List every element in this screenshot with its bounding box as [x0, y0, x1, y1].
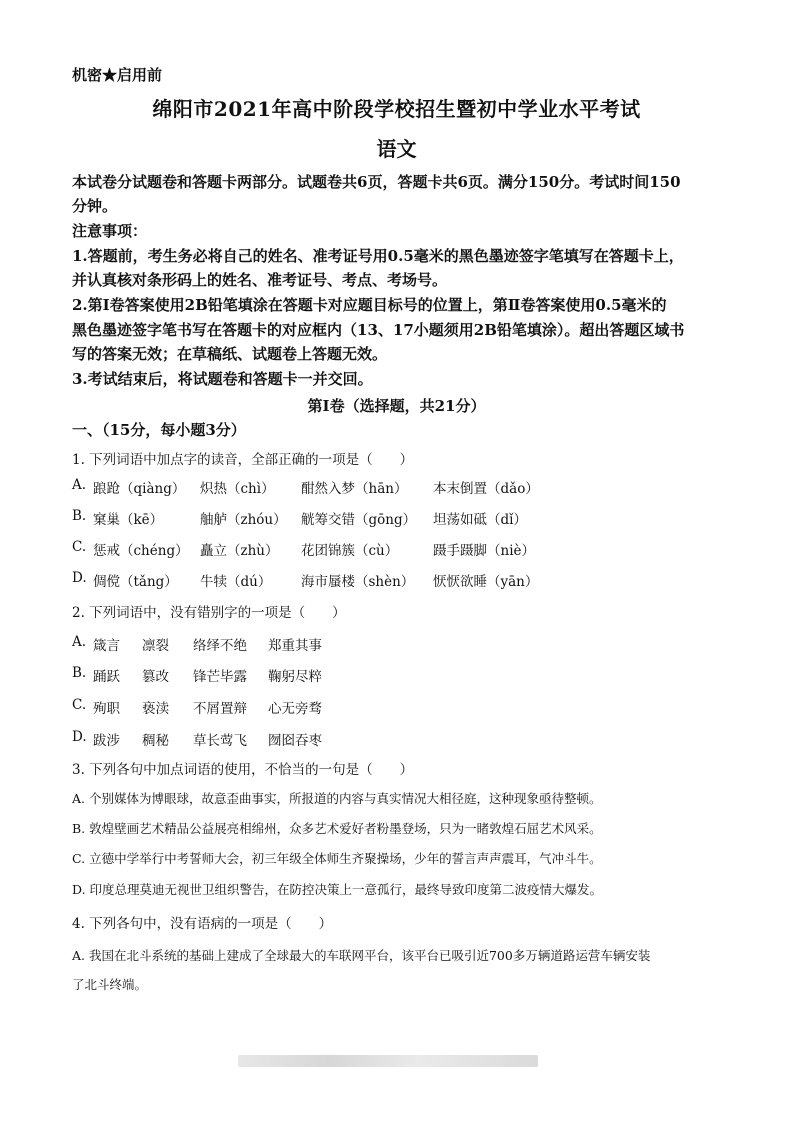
- q2-option-word: 不屑置辩: [193, 701, 247, 717]
- notice-2b: 黑色墨迹签字笔书写在答题卡的对应框内（13、17小题须用2B铅笔填涂）。超出答题区域书: [72, 321, 685, 339]
- q1-option-word: 花团锦簇（cù）: [301, 543, 399, 559]
- confidential-label: 机密★启用前: [72, 66, 163, 84]
- q1-option-word: 矗立（zhù）: [200, 543, 279, 559]
- footer-watermark: [238, 1055, 538, 1067]
- q2-option-word: 凛裂: [142, 638, 169, 654]
- q1-option-word: 牛犊（dú）: [200, 574, 272, 590]
- q2-option-word: 稠秘: [142, 733, 169, 749]
- notice-1a: 1.答题前，考生务必将自己的姓名、准考证号用0.5毫米的黑色墨迹签字笔填写在答题卡上，: [72, 247, 684, 265]
- q2-option-label: B.: [72, 665, 87, 681]
- q1-option-label: D.: [72, 570, 87, 586]
- q1-option-word: 蹑手蹑脚（niè）: [433, 543, 536, 559]
- q3-option-d: D. 印度总理莫迪无视世卫组织警告，在防控决策上一意孤行，最终导致印度第二波疫情大爆发。: [72, 882, 603, 897]
- intro-line-2: 分钟。: [72, 197, 118, 215]
- notice-title: 注意事项：: [72, 222, 148, 240]
- q1-option-word: 海市蜃楼（shèn）: [301, 574, 415, 590]
- q2-option-word: 亵渎: [142, 701, 169, 717]
- notice-2a: 2.第Ⅰ卷答案使用2B铅笔填涂在答题卡对应题目标号的位置上，第Ⅱ卷答案使用0.5毫米的: [72, 296, 667, 314]
- q2-option-label: C.: [72, 697, 87, 713]
- q2-option-word: 心无旁骛: [268, 701, 322, 717]
- q1-option-label: C.: [72, 539, 87, 555]
- q3-option-b: B. 敦煌壁画艺术精品公益展亮相绵州，众多艺术爱好者粉墨登场，只为一睹敦煌石屈艺术风采。: [72, 821, 602, 836]
- q4-option-a-line2: 了北斗终端。: [72, 977, 148, 992]
- q4-stem: 4. 下列各句中，没有语病的一项是（ ）: [72, 916, 333, 932]
- q1-option-label: A.: [72, 477, 87, 493]
- q3-stem: 3. 下列各句中加点词语的使用，不恰当的一句是（ ）: [72, 762, 414, 778]
- q2-option-word: 草长莺飞: [193, 733, 247, 749]
- q1-option-word: 倜傥（tǎng）: [93, 574, 178, 590]
- q1-option-word: 本末倒置（dǎo）: [433, 481, 539, 497]
- q2-option-word: 鞠躬尽粹: [268, 669, 322, 685]
- q3-option-a: A. 个别媒体为博眼球，故意歪曲事实，所报道的内容与真实情况大相径庭，这种现象亟待整顿。: [72, 791, 602, 806]
- q2-stem: 2. 下列词语中，没有错别字的一项是（ ）: [72, 605, 346, 621]
- part-title: 一、（15分，每小题3分）: [72, 421, 246, 439]
- q2-option-label: D.: [72, 729, 87, 745]
- q2-option-label: A.: [72, 634, 87, 650]
- q1-option-word: 酣然入梦（hān）: [301, 481, 408, 497]
- notice-2c: 写的答案无效；在草稿纸、试题卷上答题无效。: [72, 345, 388, 363]
- q1-option-word: 炽热（chì）: [200, 481, 275, 497]
- q2-option-word: 跋涉: [93, 733, 120, 749]
- q2-option-word: 箴言: [93, 638, 120, 654]
- q1-stem: 1. 下列词语中加点字的读音，全部正确的一项是（ ）: [72, 452, 414, 468]
- subject-title: 语文: [376, 137, 417, 161]
- q1-option-word: 觥筹交错（gōng）: [301, 512, 417, 528]
- q1-option-word: 踉跄（qiàng）: [93, 481, 186, 497]
- notice-3: 3.考试结束后，将试题卷和答题卡一并交回。: [72, 370, 373, 388]
- notice-1b: 并认真核对条形码上的姓名、准考证号、考点、考场号。: [72, 271, 448, 289]
- q1-option-word: 窠巢（kē）: [93, 512, 164, 528]
- exam-title: 绵阳市2021年高中阶段学校招生暨初中学业水平考试: [152, 97, 641, 121]
- intro-line-1: 本试卷分试题卷和答题卡两部分。试题卷共6页，答题卡共6页。满分150分。考试时间150: [72, 173, 681, 191]
- q1-option-word: 坦荡如砥（dǐ）: [433, 512, 527, 528]
- q1-option-label: B.: [72, 508, 87, 524]
- q2-option-word: 络绎不绝: [193, 638, 247, 654]
- q2-option-word: 囫囵吞枣: [268, 733, 322, 749]
- q2-option-word: 篡改: [142, 669, 169, 685]
- q3-option-c: C. 立德中学举行中考誓师大会，初三年级全体师生齐聚操场，少年的誓言声声震耳，气冲斗牛。: [72, 851, 602, 866]
- section-title: 第Ⅰ卷（选择题，共21分）: [307, 397, 486, 415]
- q4-option-a-line1: A. 我国在北斗系统的基础上建成了全球最大的车联网平台，该平台已吸引近700多万辆道路运营车辆安装: [72, 948, 651, 963]
- q1-option-word: 恹恹欲睡（yān）: [433, 574, 539, 590]
- q2-option-word: 殉职: [93, 701, 120, 717]
- q1-option-word: 惩戒（chéng）: [93, 543, 189, 559]
- q2-option-word: 郑重其事: [268, 638, 322, 654]
- q2-option-word: 锋芒毕露: [193, 669, 247, 685]
- q2-option-word: 踊跃: [93, 669, 120, 685]
- q1-option-word: 舳舻（zhóu）: [200, 512, 287, 528]
